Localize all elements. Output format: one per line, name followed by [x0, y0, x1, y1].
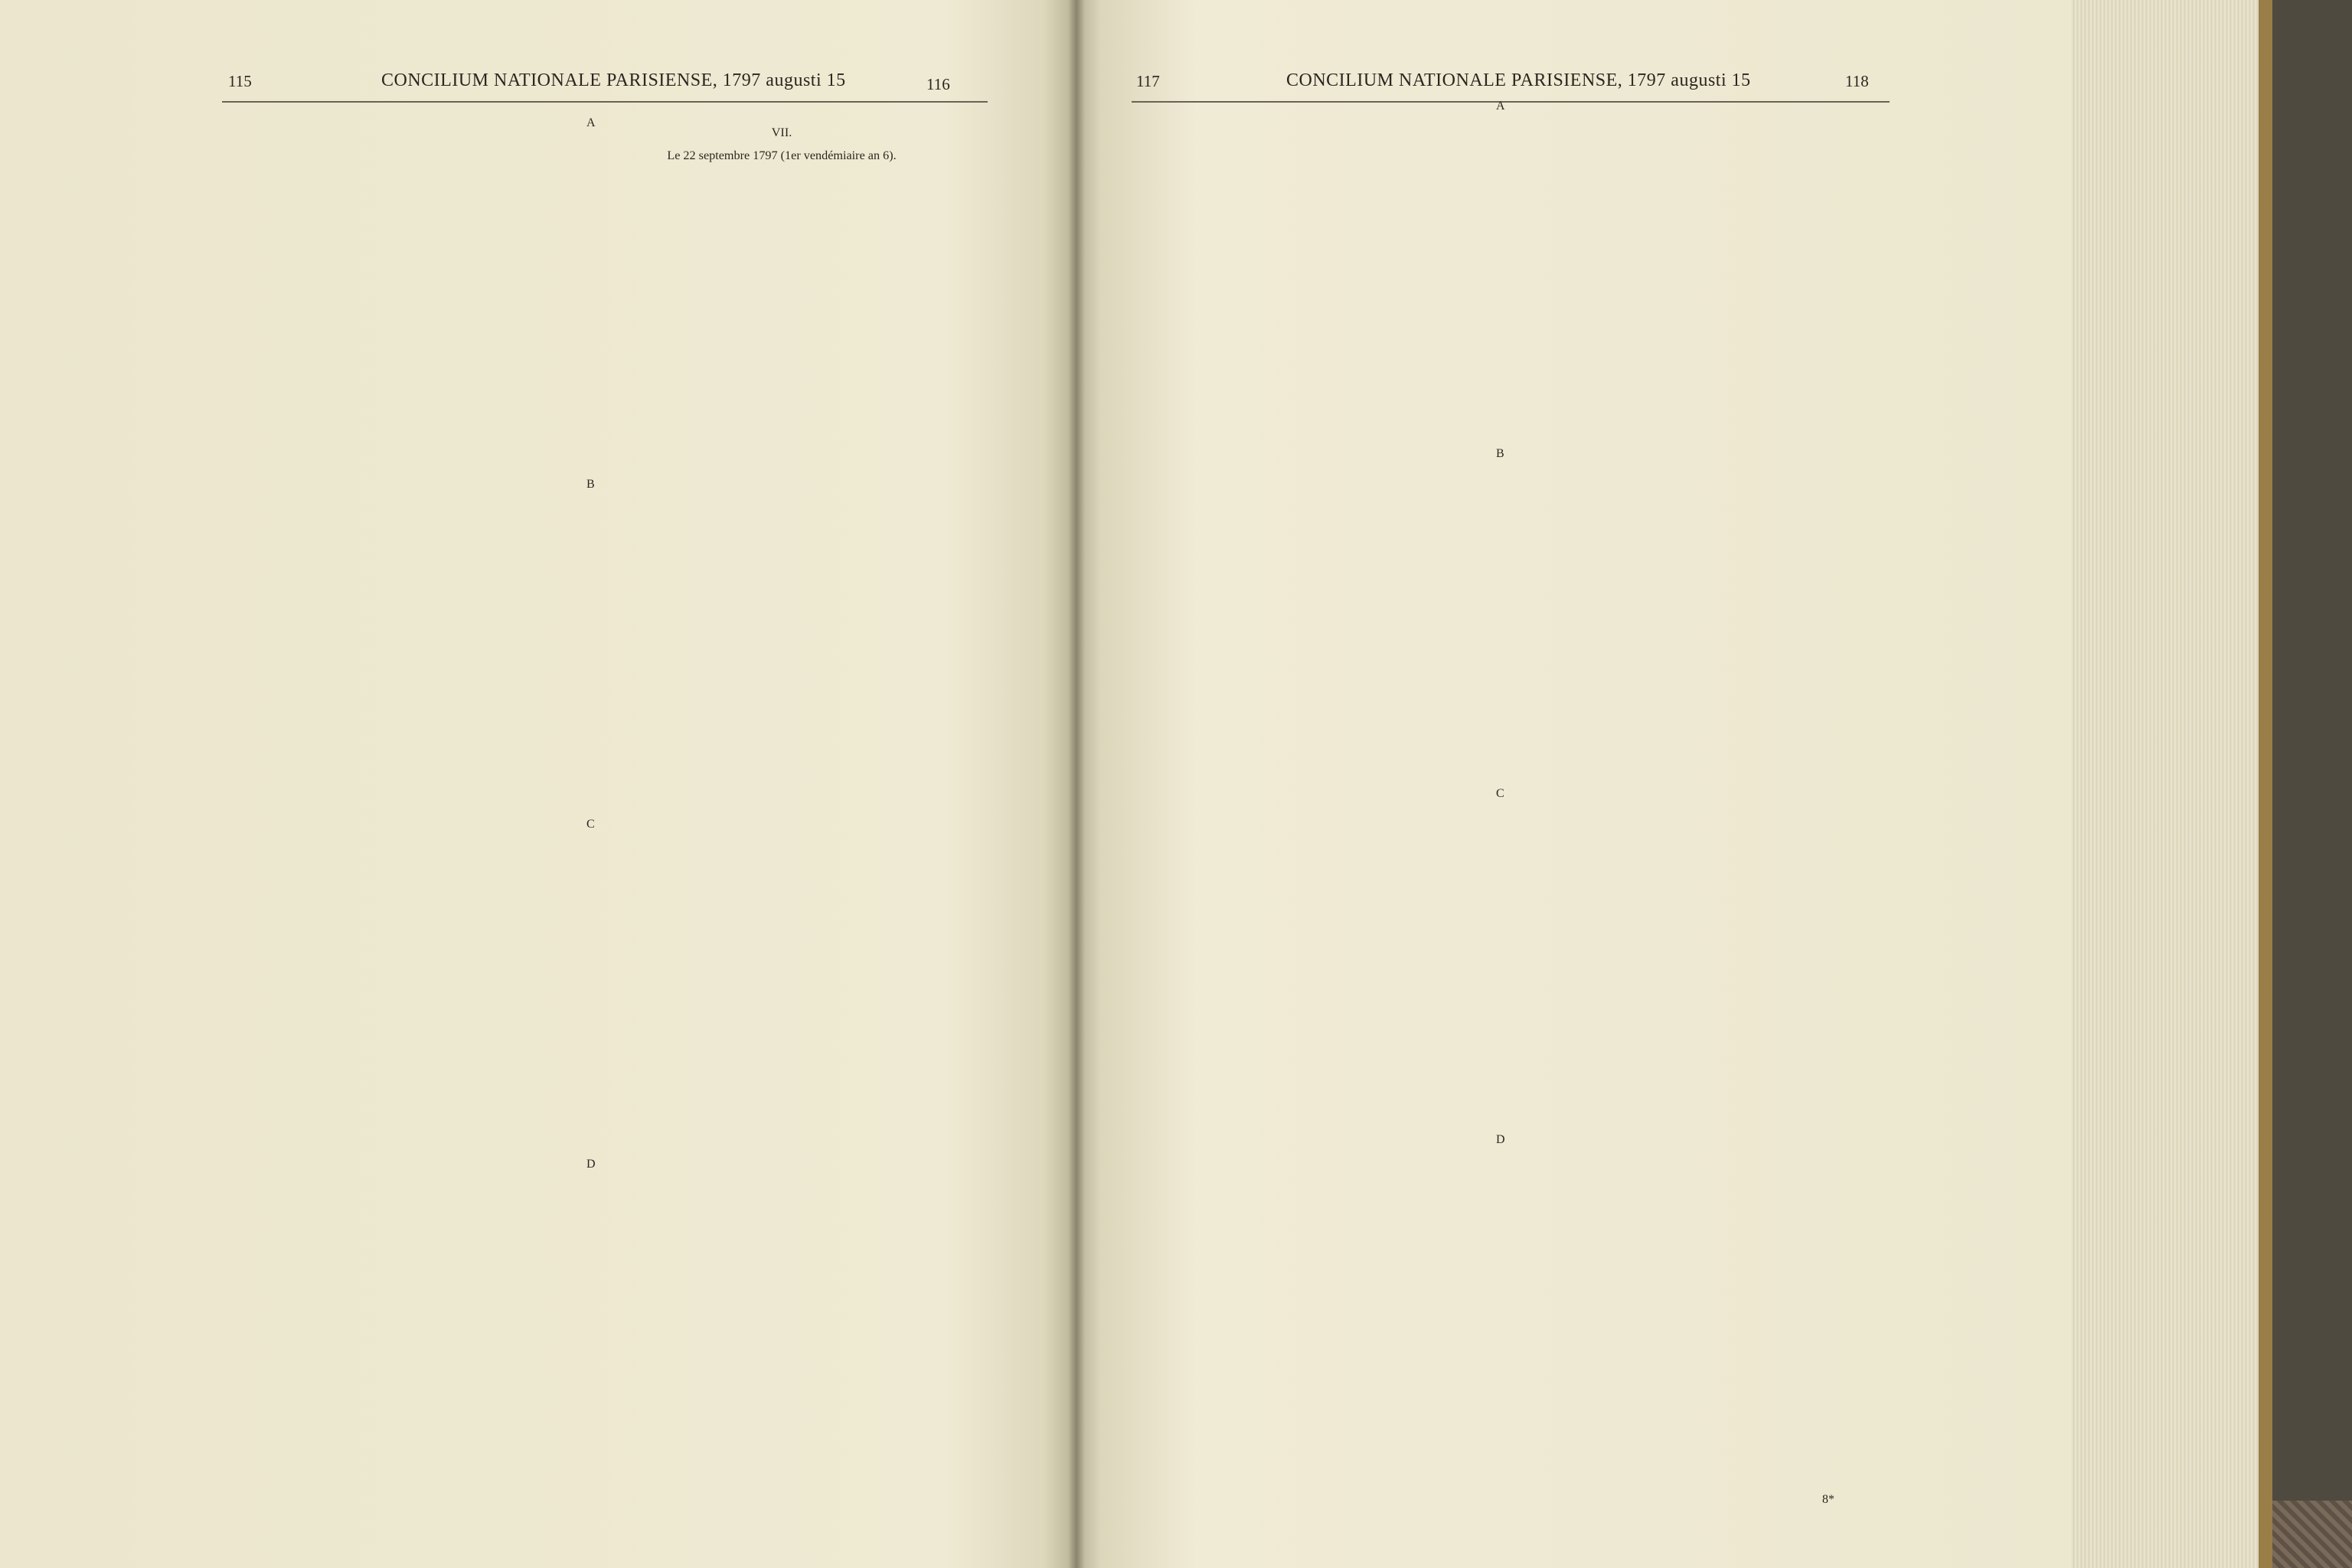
- book-gutter: [1068, 0, 1085, 1568]
- right-page: [1076, 0, 2071, 1568]
- backdrop: [2272, 0, 2352, 1568]
- margin-marker-a: A: [586, 116, 596, 129]
- left-column-b: [600, 116, 963, 165]
- section-heading: VII.: [771, 126, 792, 139]
- right-running-header: CONCILIUM NATIONALE PARISIENSE, 1797 augusti 15: [1286, 70, 1751, 90]
- page-number-118: 118: [1845, 72, 1869, 90]
- margin-marker-a: A: [1496, 100, 1505, 113]
- left-running-header: CONCILIUM NATIONALE PARISIENSE, 1797 augusti 15: [381, 70, 846, 90]
- page-number-115: 115: [228, 72, 252, 90]
- left-page: [0, 0, 1076, 1568]
- left-header-rule: [222, 101, 988, 103]
- carpet-corner: [2272, 1501, 2352, 1568]
- margin-marker-d: D: [1496, 1133, 1505, 1146]
- margin-marker-b: B: [1496, 447, 1504, 460]
- page-number-116: 116: [926, 75, 950, 93]
- page-number-117: 117: [1136, 72, 1160, 90]
- page-edges: [2071, 0, 2259, 1568]
- margin-marker-b: B: [586, 478, 595, 491]
- margin-marker-d: D: [586, 1158, 596, 1171]
- signature-mark: 8*: [1822, 1493, 1834, 1506]
- dateline: Le 22 septembre 1797 (1er vendémiaire an 6).: [667, 148, 897, 162]
- book-cover-edge: [2259, 0, 2272, 1568]
- right-header-rule: [1132, 101, 1890, 103]
- margin-marker-c: C: [586, 818, 595, 831]
- margin-marker-c: C: [1496, 787, 1504, 800]
